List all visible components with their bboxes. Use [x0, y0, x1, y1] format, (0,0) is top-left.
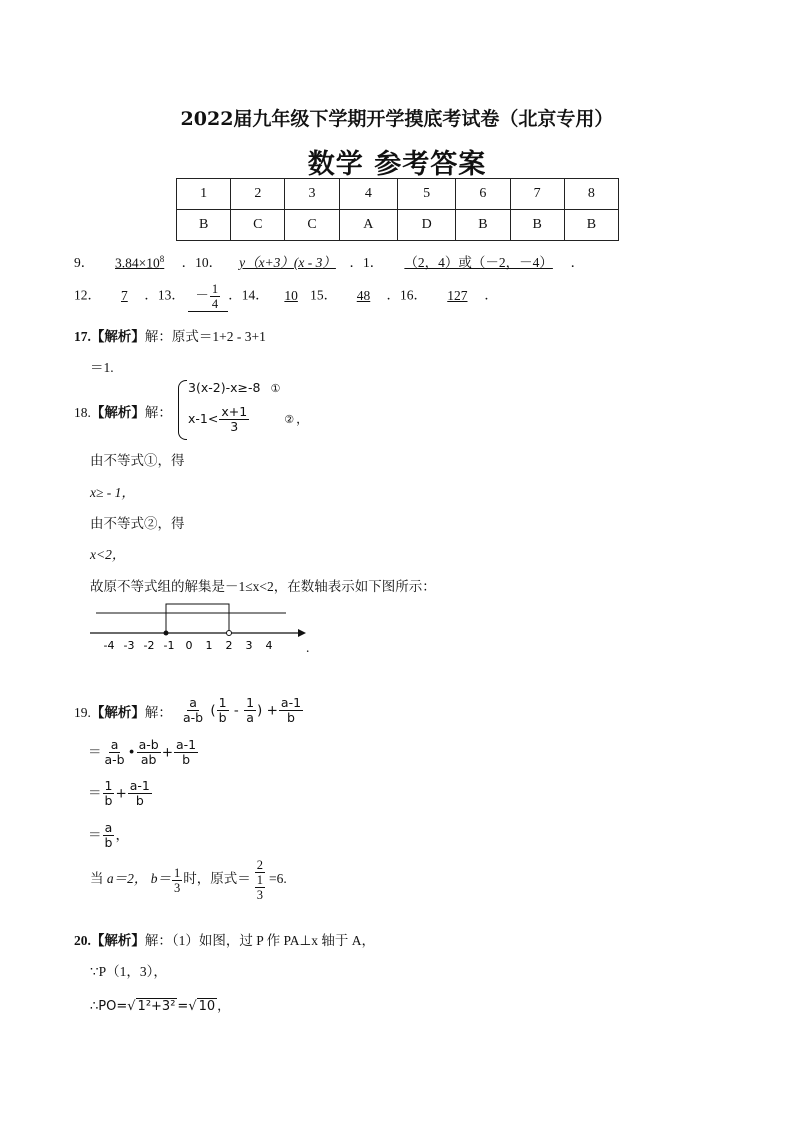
- q12-answer: 7: [121, 287, 128, 303]
- q13-answer: － $\frac{1}{4}$: [188, 282, 228, 312]
- q11-label: ．1．: [349, 255, 384, 270]
- table-cell: B: [510, 210, 564, 241]
- ineq2-numerator: x+1: [221, 404, 248, 419]
- frac-den: b: [104, 835, 113, 850]
- q17-line2: ＝1.: [90, 360, 114, 375]
- equals-sign: ＝: [88, 827, 102, 844]
- frac-num: a: [104, 820, 113, 835]
- q19-expression-2: ＝ $\frac{a}{a-b}$ • $\frac{a-b}{ab}$ + $\frac{a-1}{b}$: [88, 737, 197, 767]
- table-cell: C: [231, 210, 285, 241]
- q20-line3: ∴PO=√ 1²+3² =√ 10 ，: [90, 999, 231, 1014]
- frac-den: a-b: [183, 710, 204, 725]
- q10-answer: y（x+3）(x - 3）: [239, 255, 336, 270]
- table-cell: A: [339, 210, 397, 241]
- sub-a: a＝2，: [106, 871, 148, 887]
- axis-tick-label: 4: [265, 639, 273, 652]
- radical-2: 10: [198, 999, 216, 1014]
- q9-answer-text: 3.84×10: [115, 255, 160, 270]
- ineq1-text: 3(x-2)-x≥-8: [188, 380, 261, 395]
- q10-label: ．10．: [181, 255, 223, 270]
- q19-expression-1: $\frac{a}{a-b}$ ( $\frac{1}{b}$ - $\frac{1}{a}$ ) + $\frac{a-1}{b}$: [183, 695, 302, 725]
- table-cell: 5: [397, 179, 455, 210]
- axis-tick-label: -3: [123, 639, 135, 652]
- frac-den: 3: [174, 880, 181, 895]
- axis-tick-label: -1: [163, 639, 175, 652]
- table-cell: 6: [456, 179, 510, 210]
- number-line-diagram: [86, 596, 316, 658]
- frac-den: a: [246, 710, 254, 725]
- q18-result2: x<2，: [90, 547, 126, 562]
- frac-den: b: [104, 793, 113, 808]
- frac-num: a: [189, 695, 197, 710]
- ineq2-mark: ②: [284, 413, 295, 426]
- open-endpoint: [227, 631, 232, 636]
- q9-exponent: 8: [159, 253, 165, 264]
- table-cell: B: [456, 210, 510, 241]
- frac-den: b: [287, 710, 295, 725]
- frac-den: b: [218, 710, 227, 725]
- q17-label: 17.: [74, 329, 91, 344]
- q18-result1: x≥ - 1，: [90, 485, 135, 500]
- q16-label: ．16．: [386, 287, 427, 303]
- number-line-end: .: [306, 640, 310, 655]
- q18-label: 18.: [74, 405, 91, 420]
- q18-tag: 【解析】: [90, 405, 145, 420]
- system-brace: [178, 380, 187, 440]
- axis-tick-label: 0: [185, 639, 193, 652]
- sub-b: b＝: [150, 871, 171, 887]
- frac-num: a-1: [129, 778, 150, 793]
- table-cell: 4: [339, 179, 397, 210]
- q20-label: 20.: [74, 933, 91, 948]
- q18-comma: ，: [296, 411, 309, 426]
- page-title: 2022届九年级下学期开学摸底考试卷（北京专用）: [180, 108, 614, 130]
- equals-sign: ＝: [88, 744, 102, 761]
- answer-table: [176, 178, 619, 241]
- frac-den: 3: [256, 888, 263, 902]
- ineq2-denominator: 3: [230, 419, 239, 434]
- frac-num: 1: [218, 695, 227, 710]
- frac-num: a: [110, 737, 119, 752]
- frac-num: a-1: [280, 695, 302, 710]
- axis-tick-label: 1: [205, 639, 213, 652]
- ineq2-left: x-1<: [188, 411, 219, 426]
- q17-line1: 解：原式＝1+2 - 3+1: [144, 329, 266, 344]
- sub-text: 当: [90, 871, 104, 887]
- fill-in-line-1: [74, 251, 584, 271]
- equals-sign: ＝: [88, 785, 102, 802]
- q14-answer: 10: [284, 287, 298, 303]
- q19-tag: 【解析】: [90, 705, 145, 720]
- q9-answer: [98, 254, 182, 272]
- q19-solve: 解：: [144, 705, 172, 720]
- table-cell: B: [564, 210, 618, 241]
- axis-tick-label: -2: [143, 639, 155, 652]
- axis-arrow-icon: [298, 629, 306, 637]
- frac-den: ab: [140, 752, 157, 767]
- q13-label: ．13．: [144, 287, 185, 303]
- q18-conclusion: 故原不等式组的解集是－1≤x<2，在数轴表示如下图所示：: [90, 579, 436, 594]
- frac-den: b: [182, 752, 191, 767]
- sub-time: 时，原式＝: [183, 871, 251, 887]
- equals-sign: =: [177, 999, 189, 1014]
- axis-tick-label: 2: [225, 639, 233, 652]
- q19-comma: ，: [115, 827, 129, 844]
- radical-1: 1²+3²: [137, 999, 176, 1014]
- frac-den: b: [135, 793, 144, 808]
- frac-num: 1: [246, 695, 255, 710]
- frac-den: a-b: [104, 752, 125, 767]
- q11-answer: （2，4）或（－2，－4）: [404, 255, 553, 270]
- frac-num: 2: [256, 858, 263, 872]
- q19-label: 19.: [74, 705, 91, 720]
- answer-table-number-row: [177, 179, 619, 210]
- q15-answer: 48: [356, 287, 371, 303]
- table-cell: 7: [510, 179, 564, 210]
- fill-in-line-2: [74, 282, 498, 312]
- q9-label: 9．: [74, 255, 95, 270]
- axis-tick-label: -4: [103, 639, 115, 652]
- sub-result: =6.: [269, 871, 287, 887]
- q11-end: ．: [570, 255, 585, 270]
- q20-line2: ∵P（1，3），: [90, 964, 167, 979]
- q18-inequality-2: [188, 405, 309, 434]
- q20-tag: 【解析】: [90, 933, 145, 948]
- solution-bracket: [166, 604, 229, 633]
- frac-num: 1: [256, 873, 263, 887]
- q14-label: ．14．: [228, 287, 269, 303]
- table-cell: B: [177, 210, 231, 241]
- q19-heading: [74, 701, 172, 721]
- axis-tick-label: 3: [245, 639, 253, 652]
- q17-tag: 【解析】: [90, 329, 145, 344]
- q16-answer: 127: [447, 287, 468, 303]
- table-cell: 3: [285, 179, 339, 210]
- frac-num: 1: [174, 865, 181, 880]
- q20-comma: ，: [217, 999, 231, 1014]
- q20-line1: 解：（1）如图，过 P 作 PA⊥x 轴于 A，: [144, 933, 376, 948]
- page-subtitle: 数学 参考答案: [307, 149, 487, 180]
- table-cell: 8: [564, 179, 618, 210]
- frac-num: a-b: [138, 737, 159, 752]
- table-cell: 2: [231, 179, 285, 210]
- q15-label: 15．: [310, 287, 338, 303]
- q20-heading: [74, 929, 375, 949]
- table-cell: C: [285, 210, 339, 241]
- q16-end: ．: [484, 287, 498, 303]
- q18-step1: 由不等式①，得: [90, 453, 185, 468]
- axis-ticks: [104, 639, 273, 652]
- q19-expression-4: [88, 821, 129, 850]
- q20-po: ∴PO=: [90, 999, 128, 1014]
- q19-expression-3: ＝ $\frac{1}{b}$ + $\frac{a-1}{b}$: [88, 778, 150, 808]
- table-cell: 1: [177, 179, 231, 210]
- frac-num: 1: [104, 778, 113, 793]
- q18-solve: 解：: [144, 405, 172, 420]
- q13-denominator: 4: [211, 297, 219, 311]
- frac-num: a-1: [176, 737, 197, 752]
- closed-endpoint: [164, 631, 169, 636]
- answer-table-answer-row: [177, 210, 619, 241]
- q18-heading: [74, 401, 172, 421]
- q18-inequality-1: [188, 380, 282, 396]
- q13-numerator: 1: [211, 282, 219, 296]
- q17-heading: [74, 325, 266, 345]
- table-cell: D: [397, 210, 455, 241]
- q19-substitution: [90, 858, 287, 902]
- ineq1-mark: ①: [270, 382, 281, 395]
- q12-label: 12．: [74, 287, 101, 303]
- q18-step2: 由不等式②，得: [90, 516, 185, 531]
